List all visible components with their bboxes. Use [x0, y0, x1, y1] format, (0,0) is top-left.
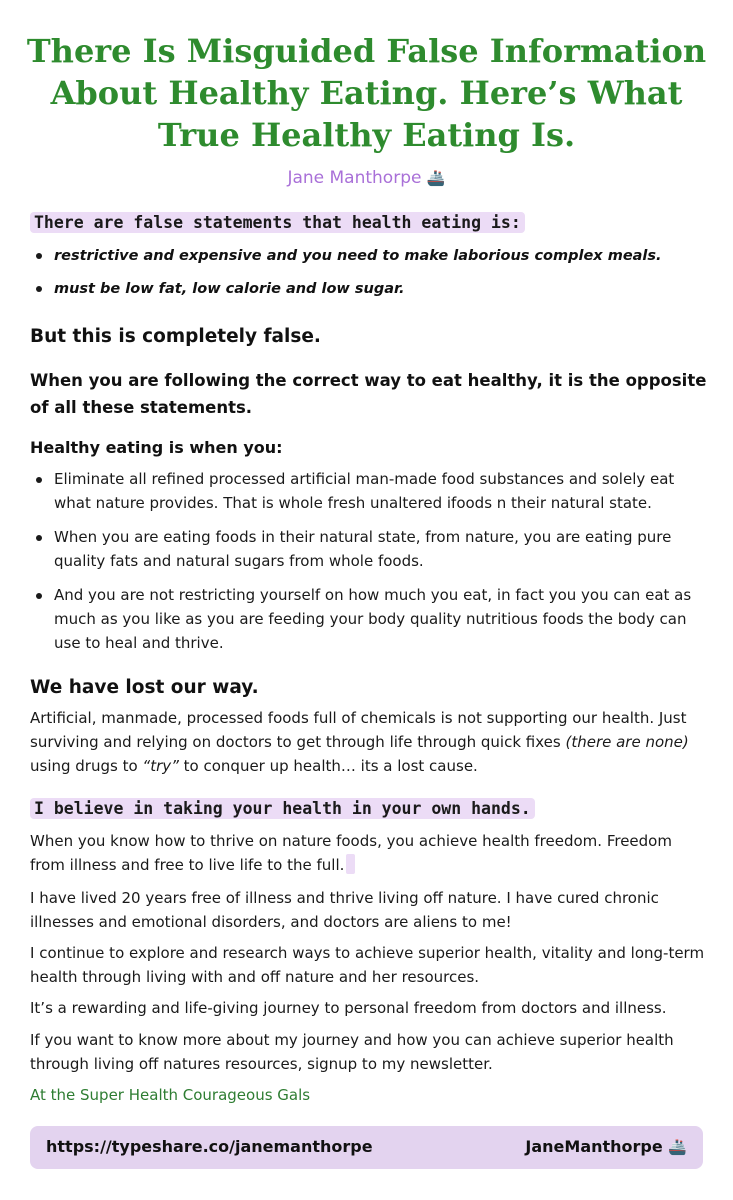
healthy-eating-list [30, 467, 700, 665]
lost-our-way-paragraph [30, 706, 705, 778]
statement-false: But this is completely false. [30, 326, 321, 347]
text: using drugs to [30, 757, 143, 775]
text: to conquer up health… its a lost cause. [178, 757, 478, 775]
ship-icon: 🚢 [426, 169, 446, 187]
false-statements-list [30, 245, 700, 311]
own-hands-heading: I believe in taking your health in your own hands. [30, 798, 535, 819]
list-item: And you are not restricting yourself on how much you eat, in fact you you can eat as much as you like as you are feeding your body quality nutritious foods the body can use to heal and thrive. [30, 583, 700, 655]
list-item: restrictive and expensive and you need to make laborious complex meals. [30, 245, 700, 267]
journey-paragraph: It’s a rewarding and life-giving journey to personal freedom from doctors and illness. [30, 999, 667, 1017]
text-cursor [346, 854, 355, 874]
false-statements-heading: There are false statements that health eating is: [30, 212, 525, 233]
author-byline[interactable] [0, 168, 733, 188]
healthy-eating-heading: Healthy eating is when you: [30, 438, 283, 457]
lived-paragraph: I have lived 20 years free of illness and thrive living off nature. I have cured chronic illnesses and emotional disorders, and doctors are aliens to me! [30, 889, 659, 931]
newsletter-paragraph: If you want to know more about my journey and how you can achieve superior health through living off natures resources, signup to my newsletter. [30, 1031, 674, 1073]
text: Artificial, manmade, processed foods full of chemicals is not supporting our health. Just surviving and relying on doctors to get through life through quick fixes [30, 709, 687, 751]
profile-link[interactable]: https://typeshare.co/janemanthorpe [46, 1137, 373, 1156]
list-item: When you are eating foods in their natural state, from nature, you are eating pure quality fats and natural sugars from whole foods. [30, 525, 700, 573]
lost-our-way-heading: We have lost our way. [30, 677, 259, 698]
article-title: There Is Misguided False Information About Healthy Eating. Here’s What True Healthy Eating Is. [26, 32, 707, 154]
emphasis-text: “try” [142, 757, 179, 775]
statement-opposite: When you are following the correct way to eat healthy, it is the opposite of all these statements. [30, 371, 707, 417]
emphasis-text: (there are none) [565, 733, 689, 751]
ship-icon: 🚢 [668, 1138, 687, 1156]
text: When you know how to thrive on nature foods, you achieve health freedom. Freedom from illness and free to live life to the full. [30, 832, 672, 874]
author-name: Jane Manthorpe [287, 168, 422, 188]
signature: At the Super Health Courageous Gals [30, 1086, 311, 1104]
footer-author-name: JaneManthorpe [525, 1137, 663, 1156]
list-item: must be low fat, low calorie and low sugar. [30, 278, 700, 300]
list-item: Eliminate all refined processed artificial man-made food substances and solely eat what nature provides. That is whole fresh unaltered ifoods n their natural state. [30, 467, 700, 515]
explore-paragraph: I continue to explore and research ways to achieve superior health, vitality and long-term health through living with and off nature and her resources. [30, 944, 705, 986]
footer-author [525, 1137, 687, 1156]
footer-bar [30, 1126, 703, 1169]
freedom-paragraph [30, 829, 705, 877]
